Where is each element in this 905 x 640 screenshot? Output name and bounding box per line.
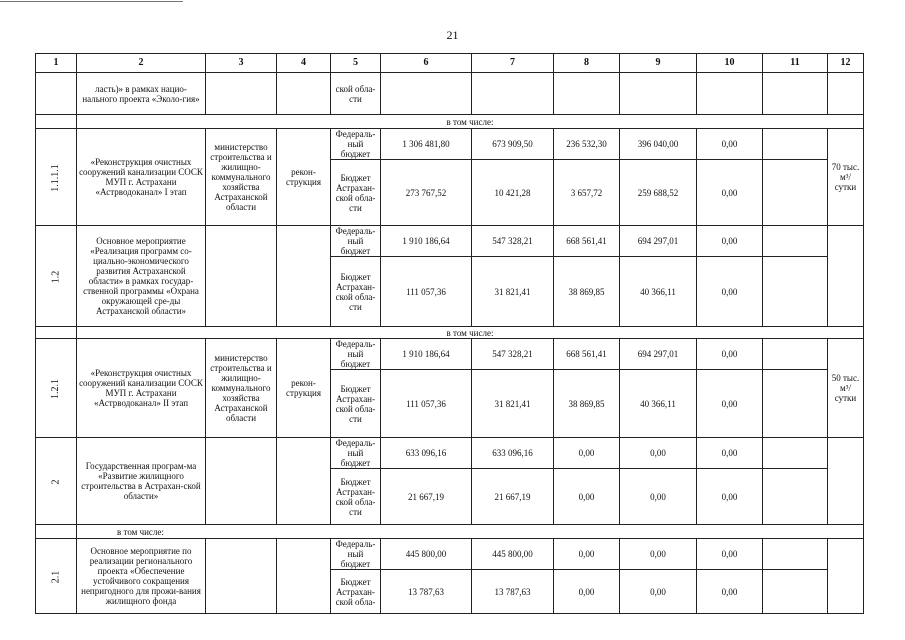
amount-col10: 0,00 xyxy=(697,539,763,570)
item-name: Основное мероприятие по реализации регионального проекта «Обеспечение устойчивого сокращения непригодного для прожи-вания жилищного фонда xyxy=(77,539,206,614)
table-row xyxy=(36,438,864,469)
table-row xyxy=(36,539,864,570)
amount-col9: 259 688,52 xyxy=(620,160,697,226)
amount-col10: 0,00 xyxy=(697,160,763,226)
funding-source: ской обла-сти xyxy=(331,73,381,115)
amount-col8: 668 561,41 xyxy=(554,339,620,370)
header-cell: 12 xyxy=(828,54,864,73)
work-type: рекон-струкция xyxy=(277,339,331,438)
amount-col9: 40 366,11 xyxy=(620,370,697,438)
amount-col8: 38 869,85 xyxy=(554,370,620,438)
funding-source: Федераль-ный бюджет xyxy=(331,539,381,570)
amount-col7: 445 800,00 xyxy=(472,539,554,570)
funding-source: Федераль-ный бюджет xyxy=(331,226,381,257)
table-row xyxy=(36,339,864,370)
amount-total: 633 096,16 xyxy=(381,438,472,469)
funding-source: Федераль-ный бюджет xyxy=(331,339,381,370)
funding-source: Федераль-ный бюджет xyxy=(331,129,381,160)
item-name: «Реконструкция очистных сооружений канализации СОСК МУП г. Астрахани «Астрводоканал» II этап xyxy=(77,339,206,438)
amount-col9: 40 366,11 xyxy=(620,257,697,327)
amount-total: 21 667,19 xyxy=(381,469,472,525)
row-number: 2 xyxy=(36,438,77,525)
amount-col8: 38 869,85 xyxy=(554,257,620,327)
item-name: Государственная програм-ма «Развитие жилищного строительства в Астрахан-ской области» xyxy=(77,438,206,525)
amount-total: 1 910 186,64 xyxy=(381,226,472,257)
header-cell: 2 xyxy=(77,54,206,73)
item-name: ласть)» в рамках нацио-нального проекта «Эколо-гия» xyxy=(77,73,206,115)
amount-col10: 0,00 xyxy=(697,438,763,469)
capacity: 50 тыс. м³/ сутки xyxy=(828,339,864,438)
funding-source: Бюджет Астрахан-ской обла-сти xyxy=(331,469,381,525)
header-cell: 7 xyxy=(472,54,554,73)
header-cell: 9 xyxy=(620,54,697,73)
amount-col8: 668 561,41 xyxy=(554,226,620,257)
amount-col10: 0,00 xyxy=(697,370,763,438)
amount-col7: 547 328,21 xyxy=(472,339,554,370)
responsible-org: министерство строительства и жилищно-коммунального хозяйства Астраханской области xyxy=(206,339,277,438)
header-cell: 8 xyxy=(554,54,620,73)
amount-col8: 236 532,30 xyxy=(554,129,620,160)
header-cell: 6 xyxy=(381,54,472,73)
amount-col8: 0,00 xyxy=(554,438,620,469)
work-type: рекон-струкция xyxy=(277,129,331,226)
subtotal-label: в том числе: xyxy=(77,525,864,539)
amount-total: 273 767,52 xyxy=(381,160,472,226)
header-cell: 4 xyxy=(277,54,331,73)
amount-col10: 0,00 xyxy=(697,570,763,614)
amount-col9: 396 040,00 xyxy=(620,129,697,160)
funding-source: Бюджет Астрахан-ской обла-сти xyxy=(331,257,381,327)
subheader-row xyxy=(36,115,864,129)
funding-source: Бюджет Астрахан-ской обла- xyxy=(331,570,381,614)
amount-total: 13 787,63 xyxy=(381,570,472,614)
row-number: 2.1 xyxy=(36,539,77,614)
header-cell: 10 xyxy=(697,54,763,73)
amount-col10: 0,00 xyxy=(697,469,763,525)
amount-col8: 0,00 xyxy=(554,469,620,525)
header-cell: 3 xyxy=(206,54,277,73)
amount-col7: 633 096,16 xyxy=(472,438,554,469)
amount-col10: 0,00 xyxy=(697,339,763,370)
row-number: 1.2 xyxy=(36,226,77,327)
amount-col9: 0,00 xyxy=(620,438,697,469)
subheader-row xyxy=(36,327,864,339)
amount-total: 1 306 481,80 xyxy=(381,129,472,160)
amount-col9: 694 297,01 xyxy=(620,339,697,370)
row-number: 1.1.1.1 xyxy=(36,129,77,226)
header-row xyxy=(36,54,864,73)
amount-total: 111 057,36 xyxy=(381,370,472,438)
funding-source: Федераль-ный бюджет xyxy=(331,438,381,469)
amount-total: 445 800,00 xyxy=(381,539,472,570)
capacity: 70 тыс. м³/ сутки xyxy=(828,129,864,226)
amount-total: 111 057,36 xyxy=(381,257,472,327)
scan-edge-line xyxy=(0,1,183,2)
amount-col9: 694 297,01 xyxy=(620,226,697,257)
amount-col7: 547 328,21 xyxy=(472,226,554,257)
budget-table xyxy=(35,53,864,614)
row-number: 1.2.1 xyxy=(36,339,77,438)
subheader-row xyxy=(36,525,864,539)
amount-col10: 0,00 xyxy=(697,226,763,257)
item-name: «Реконструкция очистных сооружений канализации СОСК МУП г. Астрахани «Астрводоканал» I этап xyxy=(77,129,206,226)
table-row xyxy=(36,226,864,257)
funding-source: Бюджет Астрахан-ской обла-сти xyxy=(331,160,381,226)
responsible-org: министерство строительства и жилищно-коммунального хозяйства Астраханской области xyxy=(206,129,277,226)
amount-col7: 13 787,63 xyxy=(472,570,554,614)
table-row xyxy=(36,129,864,160)
amount-col7: 31 821,41 xyxy=(472,370,554,438)
amount-col7: 673 909,50 xyxy=(472,129,554,160)
header-cell: 11 xyxy=(763,54,828,73)
amount-col10: 0,00 xyxy=(697,257,763,327)
funding-source: Бюджет Астрахан-ской обла-сти xyxy=(331,370,381,438)
amount-total: 1 910 186,64 xyxy=(381,339,472,370)
amount-col10: 0,00 xyxy=(697,129,763,160)
subtotal-label: в том числе: xyxy=(77,327,864,339)
amount-col8: 3 657,72 xyxy=(554,160,620,226)
table-row xyxy=(36,73,864,115)
amount-col7: 31 821,41 xyxy=(472,257,554,327)
subtotal-label: в том числе: xyxy=(77,115,864,129)
amount-col9: 0,00 xyxy=(620,570,697,614)
amount-col9: 0,00 xyxy=(620,539,697,570)
amount-col8: 0,00 xyxy=(554,539,620,570)
page-number: 21 xyxy=(446,28,459,42)
amount-col8: 0,00 xyxy=(554,570,620,614)
amount-col7: 21 667,19 xyxy=(472,469,554,525)
header-cell: 1 xyxy=(36,54,77,73)
header-cell: 5 xyxy=(331,54,381,73)
item-name: Основное мероприятие «Реализация программ со-циально-экономического развития Астраханской области» в рамках государ-ственной программы «Охрана окружающей сре-ды Астраханской области» xyxy=(77,226,206,327)
amount-col9: 0,00 xyxy=(620,469,697,525)
amount-col7: 10 421,28 xyxy=(472,160,554,226)
